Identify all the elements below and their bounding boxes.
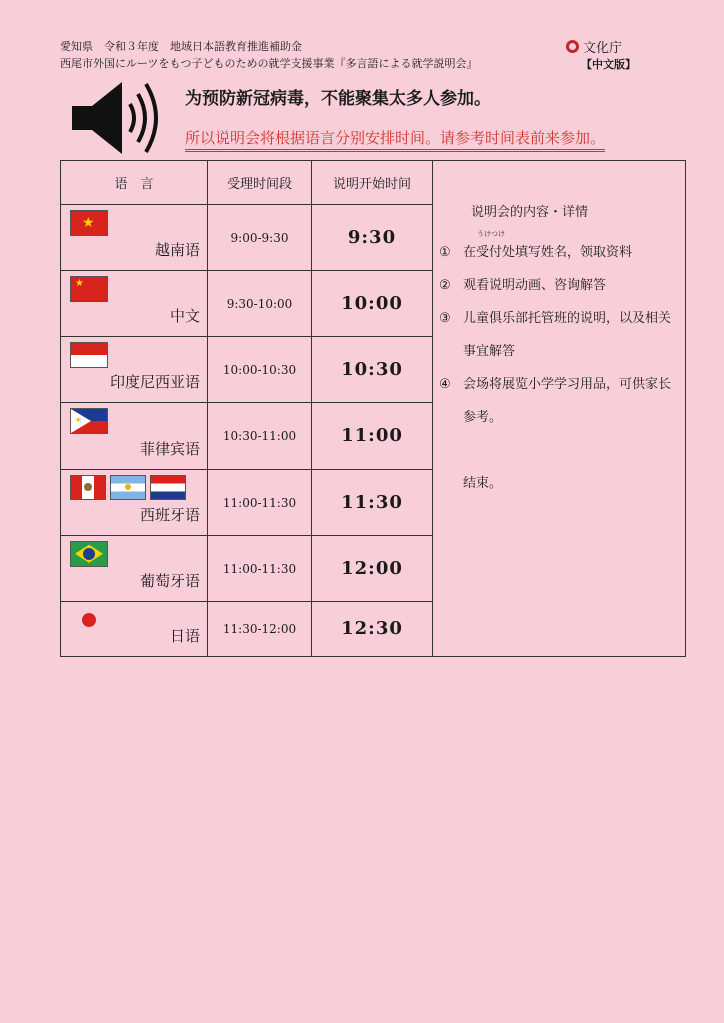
notice-headline: 为预防新冠病毒，不能聚集太多人参加。 xyxy=(185,89,491,109)
reception-window: 11:30-12:00 xyxy=(208,601,312,656)
column-header-window: 受理时间段 xyxy=(208,161,312,205)
speaker-icon xyxy=(70,78,162,158)
agency-label: 文化庁 xyxy=(583,41,623,56)
schedule-table xyxy=(60,160,686,657)
philippines-flag-icon: ☀ xyxy=(70,408,108,434)
language-cell xyxy=(61,204,208,270)
language-cell xyxy=(61,601,208,656)
start-time: 9:30 xyxy=(312,204,433,270)
agency-name xyxy=(566,37,622,56)
language-name: 西班牙语 xyxy=(139,505,200,524)
column-header-language: 语 言 xyxy=(61,161,208,205)
japan-flag-icon xyxy=(70,607,108,633)
reception-window: 9:30-10:00 xyxy=(208,270,312,336)
reception-window: 10:30-11:00 xyxy=(208,403,312,469)
start-time: 10:00 xyxy=(312,270,433,336)
details-item: ② 观看说明动画、咨询解答 xyxy=(439,278,607,293)
details-item: ① 在 うけつけ 受付处填写姓名，领取资料 xyxy=(439,230,633,260)
language-cell xyxy=(61,337,208,403)
language-name: 菲律宾语 xyxy=(139,439,200,458)
paraguay-flag-icon xyxy=(150,475,186,500)
brazil-flag-icon xyxy=(70,541,108,567)
details-panel xyxy=(433,161,686,657)
language-name: 印度尼西亚语 xyxy=(109,373,200,392)
details-ending: 结束。 xyxy=(463,476,503,491)
details-title: 说明会的内容・详情 xyxy=(471,205,589,220)
argentina-flag-icon xyxy=(110,475,146,500)
start-time: 12:00 xyxy=(312,535,433,601)
china-flag-icon: ★ xyxy=(70,276,108,302)
start-time: 10:30 xyxy=(312,337,433,403)
reception-window: 10:00-10:30 xyxy=(208,337,312,403)
language-cell xyxy=(61,270,208,336)
notice-subline: 所以说明会将根据语言分别安排时间。请参考时间表前来参加。 xyxy=(185,127,605,152)
header-line-1: 愛知県 令和３年度 地域日本語教育推進補助金 xyxy=(60,40,302,53)
details-item: ③ 儿童俱乐部托管班的说明，以及相关事宜解答 xyxy=(439,311,672,359)
language-name: 日语 xyxy=(169,627,200,645)
peru-flag-icon xyxy=(70,475,106,500)
start-time: 11:30 xyxy=(312,469,433,535)
ruby-word: うけつけ 受付 xyxy=(476,230,506,260)
edition-label: 【中文版】 xyxy=(581,58,636,71)
language-name: 越南语 xyxy=(154,240,200,259)
header-line-2: 西尾市外国にルーツをもつ子どものための就学支援事業『多言語による就学説明会』 xyxy=(60,57,478,70)
language-cell xyxy=(61,535,208,601)
details-list xyxy=(439,230,685,434)
column-header-start: 说明开始时间 xyxy=(312,161,433,205)
reception-window: 11:00-11:30 xyxy=(208,535,312,601)
start-time: 11:00 xyxy=(312,403,433,469)
language-cell xyxy=(61,469,208,535)
language-name: 中文 xyxy=(169,307,200,326)
table-header-row xyxy=(61,161,686,205)
agency-logo-icon xyxy=(566,40,579,53)
language-name: 葡萄牙语 xyxy=(139,571,200,590)
reception-window: 11:00-11:30 xyxy=(208,469,312,535)
start-time: 12:30 xyxy=(312,601,433,656)
header xyxy=(60,38,478,72)
language-cell xyxy=(61,403,208,469)
indonesia-flag-icon xyxy=(70,342,108,368)
vietnam-flag-icon: ★ xyxy=(70,210,108,236)
reception-window: 9:00-9:30 xyxy=(208,204,312,270)
details-item: ④ 会场将展览小学学习用品，可供家长参考。 xyxy=(439,377,672,425)
